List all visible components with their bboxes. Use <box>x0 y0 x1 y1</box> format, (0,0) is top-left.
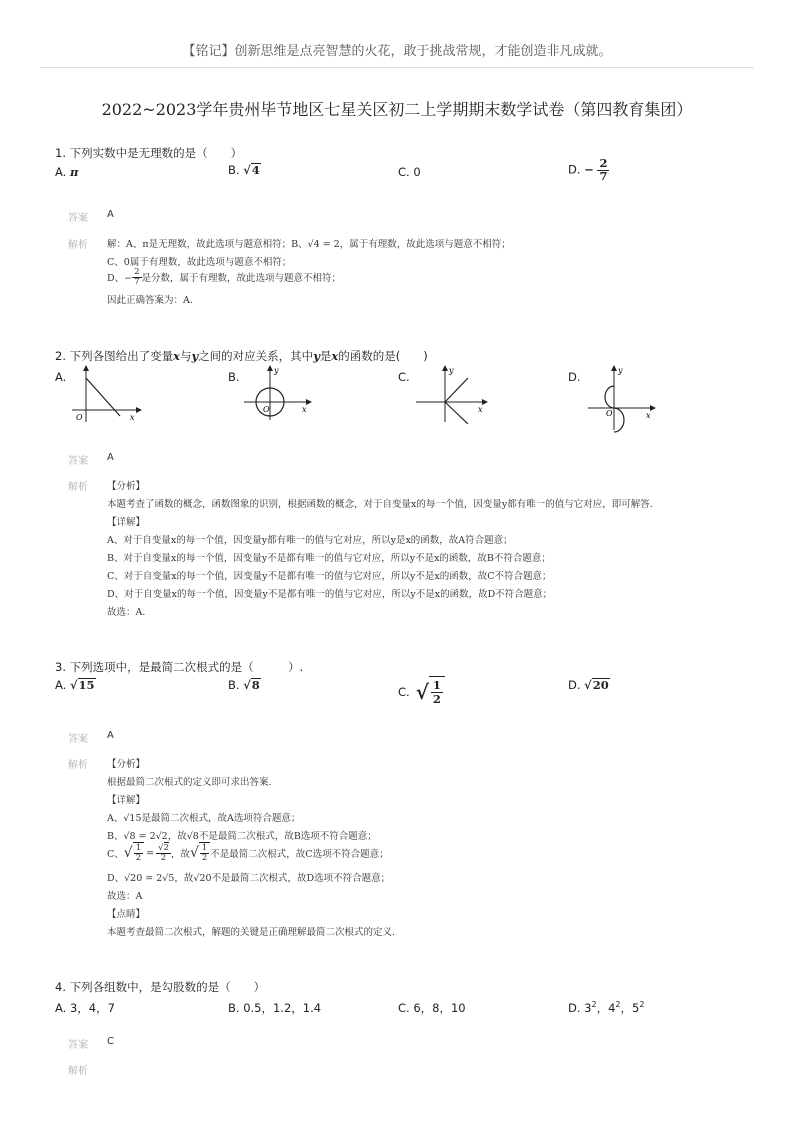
var-x: x <box>173 349 180 363</box>
radical-sign-icon: √ <box>243 163 251 177</box>
q4-option-d <box>568 1000 644 1016</box>
sqrt-expression <box>243 678 261 692</box>
analysis-label: 解析 <box>68 760 88 771</box>
var-x: x <box>331 349 339 363</box>
q2-explanation-line: B、对于自变量x的每一个值，因变量y不是都有唯一的值与它对应，所以y不是x的函数，故B不符合题意； <box>107 553 551 564</box>
explanation-text: 不是最简二次根式，故C选项不符合题意； <box>210 849 389 860</box>
option-text: ，4 <box>596 1001 616 1015</box>
option-letter: D. <box>568 162 581 177</box>
q3-explanation-line: 本题考查最简二次根式，解题的关键是正确理解最简二次根式的定义. <box>107 927 396 938</box>
q2-graph-d <box>584 364 660 434</box>
radicand: 8 <box>251 678 260 692</box>
exponent: 2 <box>591 1000 597 1010</box>
denominator: 7 <box>134 276 140 287</box>
x-axis-label: x <box>646 411 651 420</box>
x-axis-arrow-icon <box>482 399 488 405</box>
radical-sign-icon: √ <box>243 678 251 692</box>
q2-option-b-label: B. <box>228 370 240 384</box>
q1-stem: 1. 下列实数中是无理数的是（ ） <box>55 146 243 160</box>
fraction <box>429 676 445 708</box>
denominator: 2 <box>160 852 167 863</box>
radical-sign-icon: √ <box>415 680 429 704</box>
sqrt-expression <box>124 842 144 864</box>
stem-text: 与 <box>180 349 192 363</box>
numerator: 1 <box>135 843 142 853</box>
header-divider <box>40 67 754 68</box>
q2-option-c-label: C. <box>398 370 410 384</box>
x-axis-label: x <box>478 405 483 414</box>
y-axis-label: y <box>449 366 454 375</box>
radical-sign-icon: √ <box>69 678 78 692</box>
q3-explanation-line: A、√15是最简二次根式，故A选项符合题意； <box>107 813 301 824</box>
q3-explanation-line <box>107 842 389 864</box>
var-y: y <box>191 349 199 363</box>
pi-symbol: π <box>69 165 79 179</box>
q1-explanation-line: 解：A、π是无理数，故此选项与题意相符；B、√4 = 2，属于有理数，故此选项与题意不相符； <box>107 239 511 250</box>
answer-label: 答案 <box>68 213 88 224</box>
exponent: 2 <box>615 1000 621 1010</box>
q2-explanation-line: D、对于自变量x的每一个值，因变量y不是都有唯一的值与它对应，所以y不是x的函数，故D不符合题意； <box>107 589 553 600</box>
stem-text: 2. 下列各图给出了变量 <box>55 349 174 363</box>
sqrt-expression <box>243 163 261 177</box>
minus-sign: − <box>584 162 594 177</box>
q1-option-b <box>228 163 261 177</box>
q3-explanation-line: 根据最简二次根式的定义即可求出答案. <box>107 777 272 788</box>
origin-label: O <box>606 409 613 418</box>
q4-stem: 4. 下列各组数中，是勾股数的是（ ） <box>55 980 266 994</box>
y-axis-label: y <box>274 366 279 375</box>
numerator: 1 <box>201 843 208 853</box>
q2-explanation-tag: 【分析】 <box>107 481 146 492</box>
exponent: 2 <box>639 1000 645 1010</box>
denominator: 2 <box>201 853 208 864</box>
q3-explanation-tag: 【分析】 <box>107 759 146 770</box>
sqrt-expression <box>584 678 610 692</box>
equals-sign: = <box>146 847 155 859</box>
fraction <box>132 268 141 286</box>
q3-explanation-line: B、√8 = 2√2，故√8不是最简二次根式，故B选项不符合题意； <box>107 831 377 842</box>
analysis-label: 解析 <box>68 482 88 493</box>
origin-label: O <box>76 413 83 422</box>
q4-option-b: B. 0.5，1.2，1.4 <box>228 1001 322 1015</box>
q2-explanation-line: A、对于自变量x的每一个值，因变量y都有唯一的值与它对应，所以y是x的函数，故A符合题意； <box>107 535 513 546</box>
stem-text: 之间的对应关系，其中 <box>198 349 314 363</box>
fraction <box>597 158 609 182</box>
q2-option-a-label: A. <box>55 370 67 384</box>
explanation-text: D、− <box>107 273 133 284</box>
q3-answer: A <box>107 730 114 741</box>
analysis-label: 解析 <box>68 1066 88 1077</box>
origin-label: O <box>263 405 270 414</box>
analysis-label: 解析 <box>68 240 88 251</box>
explanation-text: 是分数，属于有理数，故此选项与题意不相符； <box>141 273 342 284</box>
answer-label: 答案 <box>68 456 88 467</box>
q4-answer: C <box>107 1036 114 1047</box>
q3-explanation-tag: 【详解】 <box>107 795 146 806</box>
curve-upper <box>605 386 614 408</box>
sqrt-expression <box>70 678 96 692</box>
option-letter: B. <box>228 163 240 177</box>
q3-option-a <box>55 678 96 692</box>
q1-explanation-line: C、0属于有理数，故此选项与题意不相符； <box>107 257 292 268</box>
radicand: 2 <box>163 843 169 853</box>
fraction <box>133 842 144 864</box>
radical-sign-icon: √ <box>584 678 592 692</box>
option-letter: B. <box>228 678 240 692</box>
radical-sign-icon: √ <box>189 845 199 861</box>
explanation-text: C、 <box>107 849 124 860</box>
motto-banner: 【铭记】创新思维是点亮智慧的火花，敢于挑战常规，才能创造非凡成就。 <box>182 44 612 59</box>
radical-sign-icon: √ <box>123 845 133 861</box>
y-axis-arrow-icon <box>83 365 89 371</box>
q4-option-c: C. 6，8，10 <box>398 1001 466 1015</box>
q1-option-d <box>568 158 609 182</box>
y-axis-arrow-icon <box>267 365 273 371</box>
denominator: 2 <box>432 691 441 706</box>
option-letter: A. <box>55 678 67 692</box>
denominator: 7 <box>599 168 608 183</box>
x-axis-label: x <box>302 405 307 414</box>
stem-text: 是 <box>319 349 332 363</box>
answer-label: 答案 <box>68 1040 88 1051</box>
radicand: 20 <box>592 678 609 692</box>
option-text: D. 3 <box>568 1001 592 1015</box>
radicand: 4 <box>251 163 260 177</box>
option-letter: C. <box>398 685 410 699</box>
q3-explanation-line: 故选：A <box>107 891 143 902</box>
denominator: 2 <box>135 853 142 864</box>
q1-explanation-line: 因此正确答案为：A. <box>107 295 193 306</box>
option-letter: D. <box>568 678 581 692</box>
numerator: 2 <box>134 267 140 277</box>
q3-option-b <box>228 678 261 692</box>
q2-explanation-line: 本题考查了函数的概念，函数图象的识别，根据函数的概念，对于自变量x的每一个值，因变量y都有唯一的值与它对应，即可解答. <box>107 499 653 510</box>
q3-explanation-line: D、√20 = 2√5，故√20不是最简二次根式，故D选项不符合题意； <box>107 873 391 884</box>
q2-graph-b <box>240 364 316 424</box>
q3-option-c <box>398 676 445 708</box>
option-text: ，5 <box>620 1001 640 1015</box>
q2-graph-c <box>412 364 492 424</box>
ray-upper <box>445 378 468 402</box>
q2-explanation-line: 故选：A. <box>107 607 146 618</box>
y-axis-arrow-icon <box>611 365 617 371</box>
q1-answer: A <box>107 209 114 220</box>
q3-stem: 3. 下列选项中，是最简二次根式的是（ ）. <box>55 660 304 674</box>
q1-option-c: C. 0 <box>398 165 421 179</box>
q2-explanation-tag: 【详解】 <box>107 517 146 528</box>
q2-option-d-label: D. <box>568 370 581 384</box>
q3-explanation-tag: 【点睛】 <box>107 909 146 920</box>
page-title: 2022~2023学年贵州毕节地区七星关区初二上学期期末数学试卷（第四教育集团） <box>101 100 693 119</box>
q1-explanation-line <box>107 268 341 286</box>
explanation-text: ，故 <box>170 849 190 860</box>
fraction <box>199 842 210 864</box>
sqrt-expression <box>416 676 445 708</box>
radicand: 15 <box>78 678 95 692</box>
q3-option-d <box>568 678 610 692</box>
var-y: y <box>313 349 320 363</box>
q1-option-a <box>55 165 78 179</box>
radical-sign-icon: √ <box>158 843 164 853</box>
y-axis-label: y <box>618 366 623 375</box>
q2-graph-a <box>68 364 144 424</box>
x-axis-arrow-icon <box>136 407 142 413</box>
fraction <box>156 844 171 862</box>
numerator: 2 <box>599 156 608 170</box>
x-axis-label: x <box>130 413 135 422</box>
q2-explanation-line: C、对于自变量x的每一个值，因变量y不是都有唯一的值与它对应，所以y不是x的函数，故C不符合题意； <box>107 571 552 582</box>
option-letter: A. <box>55 165 67 179</box>
sqrt-expression <box>190 842 210 864</box>
answer-label: 答案 <box>68 734 88 745</box>
stem-text: 的函数的是( ) <box>338 349 428 363</box>
q2-answer: A <box>107 452 114 463</box>
x-axis-arrow-icon <box>306 399 312 405</box>
x-axis-arrow-icon <box>650 405 656 411</box>
y-axis-arrow-icon <box>442 365 448 371</box>
curve-lower <box>614 408 624 432</box>
q4-option-a: A. 3，4，7 <box>55 1001 115 1015</box>
q2-stem <box>55 348 428 364</box>
numerator: 1 <box>432 678 441 692</box>
ray-lower <box>445 402 468 424</box>
